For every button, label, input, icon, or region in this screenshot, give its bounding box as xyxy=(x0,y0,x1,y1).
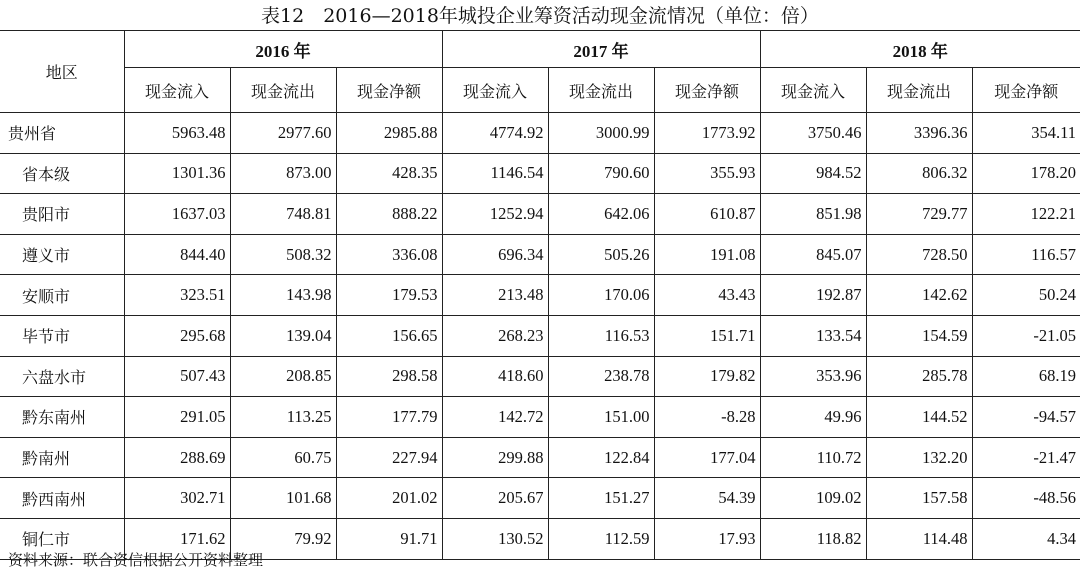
value-cell: 3000.99 xyxy=(548,113,654,154)
value-cell: 54.39 xyxy=(654,478,760,519)
value-cell: 748.81 xyxy=(230,194,336,235)
year-header-2018: 2018 年 xyxy=(760,31,1080,68)
value-cell: 170.06 xyxy=(548,275,654,316)
value-cell: 851.98 xyxy=(760,194,866,235)
table-row xyxy=(0,356,1080,397)
value-cell: 1773.92 xyxy=(654,113,760,154)
value-cell: 288.69 xyxy=(124,437,230,478)
value-cell: 110.72 xyxy=(760,437,866,478)
value-cell: 298.58 xyxy=(336,356,442,397)
value-cell: 142.62 xyxy=(866,275,972,316)
value-cell: -8.28 xyxy=(654,397,760,438)
value-cell: 192.87 xyxy=(760,275,866,316)
value-cell: 191.08 xyxy=(654,234,760,275)
col-header-outflow: 现金流出 xyxy=(548,68,654,113)
value-cell: 508.32 xyxy=(230,234,336,275)
value-cell: 133.54 xyxy=(760,315,866,356)
value-cell: 610.87 xyxy=(654,194,760,235)
value-cell: 1146.54 xyxy=(442,153,548,194)
value-cell: -48.56 xyxy=(972,478,1080,519)
value-cell: 132.20 xyxy=(866,437,972,478)
value-cell: 1252.94 xyxy=(442,194,548,235)
value-cell: 68.19 xyxy=(972,356,1080,397)
value-cell: -21.47 xyxy=(972,437,1080,478)
region-cell: 省本级 xyxy=(0,153,124,194)
value-cell: 205.67 xyxy=(442,478,548,519)
value-cell: 151.71 xyxy=(654,315,760,356)
value-cell: 139.04 xyxy=(230,315,336,356)
value-cell: 151.00 xyxy=(548,397,654,438)
value-cell: 177.04 xyxy=(654,437,760,478)
value-cell: 790.60 xyxy=(548,153,654,194)
value-cell: 2985.88 xyxy=(336,113,442,154)
value-cell: 428.35 xyxy=(336,153,442,194)
value-cell: 5963.48 xyxy=(124,113,230,154)
value-cell: 79.92 xyxy=(230,518,336,559)
value-cell: 60.75 xyxy=(230,437,336,478)
value-cell: 50.24 xyxy=(972,275,1080,316)
value-cell: 154.59 xyxy=(866,315,972,356)
table-title: 表12 2016—2018年城投企业筹资活动现金流情况（单位：倍） xyxy=(261,5,819,27)
value-cell: 888.22 xyxy=(336,194,442,235)
value-cell: 3396.36 xyxy=(866,113,972,154)
value-cell: 49.96 xyxy=(760,397,866,438)
value-cell: 984.52 xyxy=(760,153,866,194)
value-cell: -94.57 xyxy=(972,397,1080,438)
value-cell: 201.02 xyxy=(336,478,442,519)
value-cell: 873.00 xyxy=(230,153,336,194)
value-cell: 91.71 xyxy=(336,518,442,559)
value-cell: 268.23 xyxy=(442,315,548,356)
value-cell: 355.93 xyxy=(654,153,760,194)
region-cell: 黔南州 xyxy=(0,437,124,478)
col-header-net: 现金净额 xyxy=(972,68,1080,113)
value-cell: 113.25 xyxy=(230,397,336,438)
table-row xyxy=(0,437,1080,478)
value-cell: 171.62 xyxy=(124,518,230,559)
col-header-outflow: 现金流出 xyxy=(230,68,336,113)
col-header-net: 现金净额 xyxy=(336,68,442,113)
value-cell: 1301.36 xyxy=(124,153,230,194)
value-cell: 101.68 xyxy=(230,478,336,519)
region-header: 地区 xyxy=(0,31,124,113)
table-row xyxy=(0,113,1080,154)
region-cell: 铜仁市 xyxy=(0,518,124,559)
col-header-inflow: 现金流入 xyxy=(760,68,866,113)
table-row xyxy=(0,234,1080,275)
cash-flow-table xyxy=(0,30,1080,560)
value-cell: 227.94 xyxy=(336,437,442,478)
region-cell: 贵阳市 xyxy=(0,194,124,235)
table-row xyxy=(0,275,1080,316)
value-cell: 354.11 xyxy=(972,113,1080,154)
value-cell: 3750.46 xyxy=(760,113,866,154)
value-cell: 179.82 xyxy=(654,356,760,397)
value-cell: 118.82 xyxy=(760,518,866,559)
value-cell: 122.21 xyxy=(972,194,1080,235)
value-cell: 4774.92 xyxy=(442,113,548,154)
col-header-net: 现金净额 xyxy=(654,68,760,113)
value-cell: 1637.03 xyxy=(124,194,230,235)
value-cell: 109.02 xyxy=(760,478,866,519)
value-cell: 122.84 xyxy=(548,437,654,478)
value-cell: 157.58 xyxy=(866,478,972,519)
value-cell: 143.98 xyxy=(230,275,336,316)
value-cell: 116.57 xyxy=(972,234,1080,275)
region-cell: 遵义市 xyxy=(0,234,124,275)
value-cell: 507.43 xyxy=(124,356,230,397)
value-cell: 295.68 xyxy=(124,315,230,356)
region-cell: 黔东南州 xyxy=(0,397,124,438)
value-cell: 299.88 xyxy=(442,437,548,478)
table-row xyxy=(0,194,1080,235)
value-cell: -21.05 xyxy=(972,315,1080,356)
year-header-2017: 2017 年 xyxy=(442,31,760,68)
col-header-inflow: 现金流入 xyxy=(124,68,230,113)
value-cell: 729.77 xyxy=(866,194,972,235)
value-cell: 696.34 xyxy=(442,234,548,275)
value-cell: 142.72 xyxy=(442,397,548,438)
value-cell: 4.34 xyxy=(972,518,1080,559)
table-row xyxy=(0,478,1080,519)
value-cell: 806.32 xyxy=(866,153,972,194)
value-cell: 336.08 xyxy=(336,234,442,275)
source-note: 资料来源：联合资信根据公开资料整理 xyxy=(8,551,264,569)
value-cell: 505.26 xyxy=(548,234,654,275)
value-cell: 323.51 xyxy=(124,275,230,316)
table-row xyxy=(0,397,1080,438)
region-cell: 六盘水市 xyxy=(0,356,124,397)
value-cell: 213.48 xyxy=(442,275,548,316)
value-cell: 208.85 xyxy=(230,356,336,397)
value-cell: 151.27 xyxy=(548,478,654,519)
value-cell: 728.50 xyxy=(866,234,972,275)
value-cell: 177.79 xyxy=(336,397,442,438)
value-cell: 2977.60 xyxy=(230,113,336,154)
value-cell: 353.96 xyxy=(760,356,866,397)
region-cell: 毕节市 xyxy=(0,315,124,356)
value-cell: 285.78 xyxy=(866,356,972,397)
year-header-2016: 2016 年 xyxy=(124,31,442,68)
col-header-outflow: 现金流出 xyxy=(866,68,972,113)
value-cell: 17.93 xyxy=(654,518,760,559)
value-cell: 844.40 xyxy=(124,234,230,275)
value-cell: 179.53 xyxy=(336,275,442,316)
value-cell: 43.43 xyxy=(654,275,760,316)
value-cell: 238.78 xyxy=(548,356,654,397)
region-cell: 黔西南州 xyxy=(0,478,124,519)
value-cell: 845.07 xyxy=(760,234,866,275)
value-cell: 642.06 xyxy=(548,194,654,235)
value-cell: 130.52 xyxy=(442,518,548,559)
value-cell: 302.71 xyxy=(124,478,230,519)
value-cell: 116.53 xyxy=(548,315,654,356)
col-header-inflow: 现金流入 xyxy=(442,68,548,113)
value-cell: 178.20 xyxy=(972,153,1080,194)
table-row xyxy=(0,153,1080,194)
value-cell: 114.48 xyxy=(866,518,972,559)
value-cell: 112.59 xyxy=(548,518,654,559)
region-cell: 安顺市 xyxy=(0,275,124,316)
table-body xyxy=(0,113,1080,560)
value-cell: 418.60 xyxy=(442,356,548,397)
value-cell: 144.52 xyxy=(866,397,972,438)
value-cell: 156.65 xyxy=(336,315,442,356)
region-cell: 贵州省 xyxy=(0,113,124,154)
table-row xyxy=(0,315,1080,356)
value-cell: 291.05 xyxy=(124,397,230,438)
